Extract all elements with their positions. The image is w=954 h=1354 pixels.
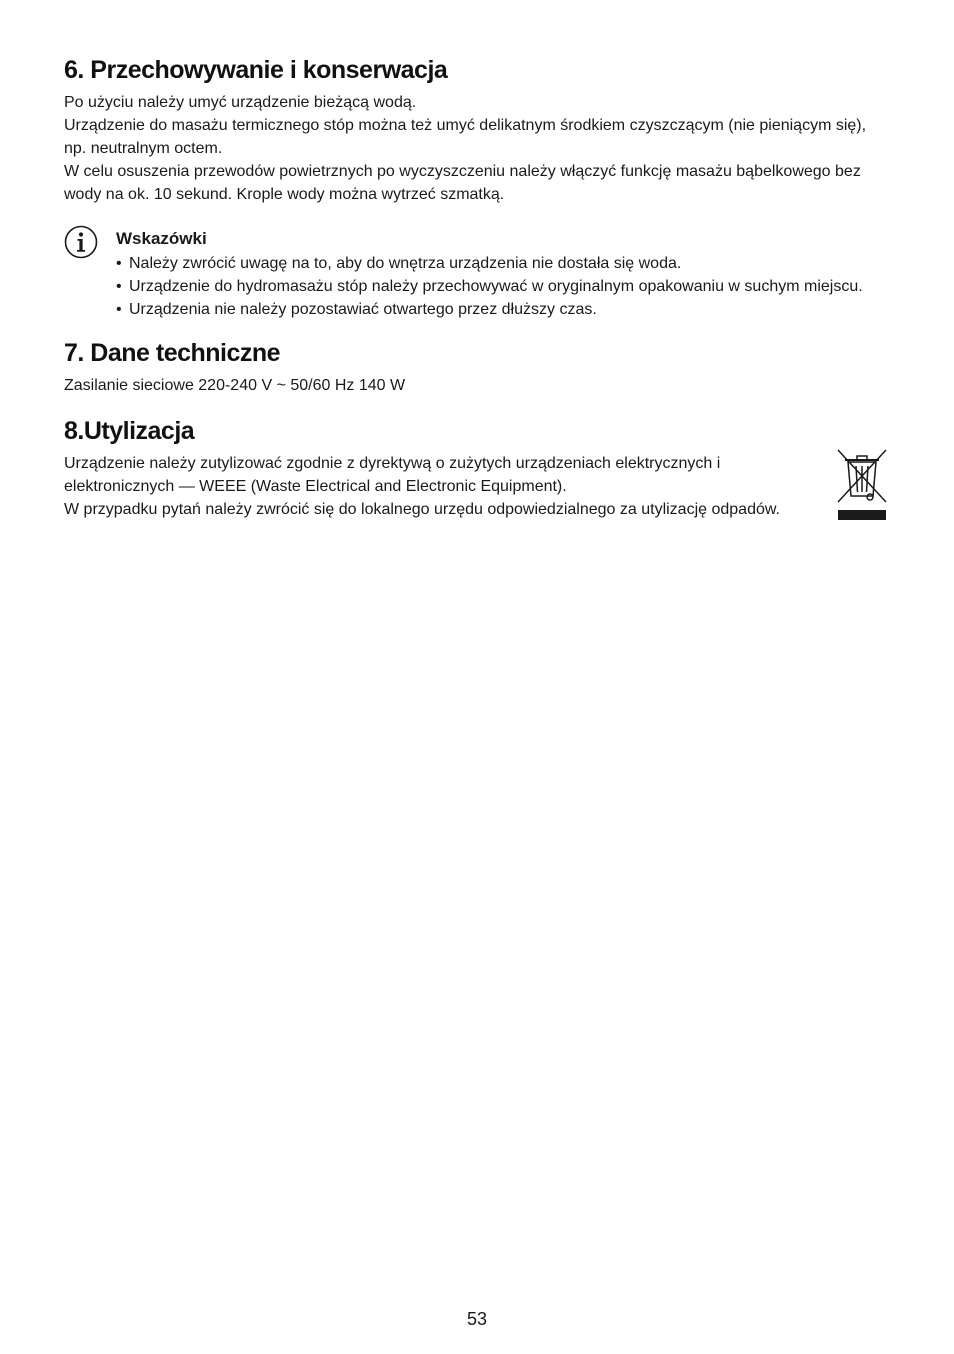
info-icon: [64, 225, 98, 259]
section-7-heading: 7. Dane techniczne: [64, 339, 281, 367]
section-6-line-1: Po użyciu należy umyć urządzenie bieżącą wodą.: [64, 94, 417, 111]
section-technical-data: [64, 339, 890, 397]
section-8-line-1: Urządzenie należy zutylizować zgodnie z dyrektywą o zużytych urządzeniach elektrycznych i elektronicznych — WEEE (Waste Electrical and Electronic Equipment).: [64, 455, 721, 495]
list-item: • Urządzenia nie należy pozostawiać otwartego przez dłuższy czas.: [116, 298, 890, 321]
section-6-line-2: Urządzenie do masażu termicznego stóp można też umyć delikatnym środkiem czyszczącym (nie pieniącym się), np. neutralnym octem.: [64, 117, 867, 157]
list-item: • Należy zwrócić uwagę na to, aby do wnętrza urządzenia nie dostała się woda.: [116, 252, 890, 275]
section-disposal: [64, 417, 890, 521]
page-number: 53: [466, 1309, 488, 1329]
notes-list: [116, 252, 890, 321]
crossed-out-bin-icon: [834, 446, 890, 522]
page-content: [64, 56, 890, 521]
section-6-line-3: W celu osuszenia przewodów powietrznych po wyczyszczeniu należy włączyć funkcję masażu bąbelkowego bez wody na ok. 10 sekund. Krople wody można wytrzeć szmatką.: [64, 163, 861, 203]
notes-title: Wskazówki: [116, 229, 207, 248]
section-6-heading: 6. Przechowywanie i konserwacja: [64, 56, 448, 84]
notes-box: [64, 225, 890, 321]
list-item: • Urządzenie do hydromasażu stóp należy przechowywać w oryginalnym opakowaniu w suchym miejscu.: [116, 275, 890, 298]
section-8-line-2: W przypadku pytań należy zwrócić się do lokalnego urzędu odpowiedzialnego za utylizację odpadów.: [64, 501, 780, 518]
section-7-text: Zasilanie sieciowe 220-240 V ~ 50/60 Hz 140 W: [64, 377, 406, 394]
disposal-body: [64, 452, 890, 521]
section-8-heading: 8.Utylizacja: [64, 417, 195, 445]
section-storage-maintenance: [64, 56, 890, 206]
